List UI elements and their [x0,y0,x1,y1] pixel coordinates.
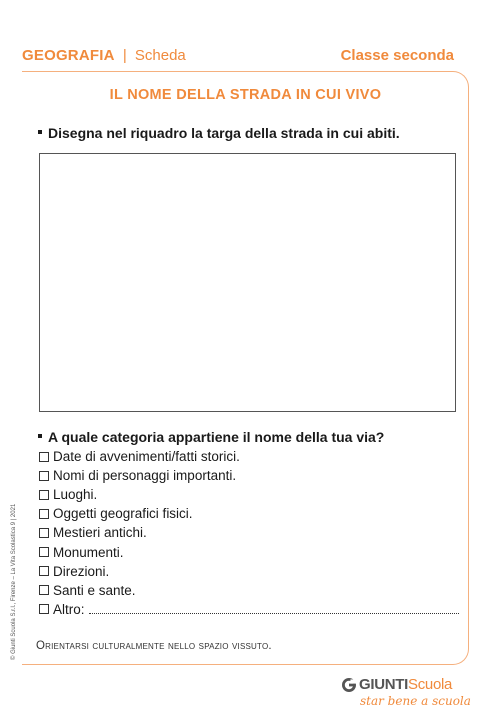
option-label: Altro: [53,601,85,617]
checkbox-icon[interactable] [39,547,49,557]
checkbox-icon[interactable] [39,528,49,538]
learning-objective: Orientarsi culturalmente nello spazio vissuto. [36,640,272,652]
option-item [39,447,459,466]
option-item [39,485,459,504]
option-item [39,504,459,523]
option-item [39,581,459,600]
worksheet-title: IL NOME DELLA STRADA IN CUI VIVO [109,87,382,103]
page-header [22,47,454,67]
option-item [39,523,459,542]
drawing-box[interactable] [39,153,456,412]
option-label: Santi e sante. [53,582,136,598]
option-item [39,542,459,561]
copyright-notice: © Giunti Scuola S.r.l., Firenze – La Vita Scolastica 9 | 2021 [11,503,17,660]
worksheet-type: Scheda [134,47,186,64]
bullet-icon [38,130,42,134]
option-label: Luoghi. [53,487,98,503]
brand-name-part1: GIUNTI [359,676,409,693]
option-label: Monumenti. [53,544,124,560]
category-options [39,447,459,619]
option-label: Mestieri antichi. [53,525,147,541]
answer-line[interactable] [89,604,459,614]
brand-wordmark [342,676,472,693]
option-label: Date di avvenimenti/fatti storici. [53,449,240,465]
checkbox-icon[interactable] [39,509,49,519]
bullet-icon [38,434,42,438]
checkbox-icon[interactable] [39,585,49,595]
checkbox-icon[interactable] [39,490,49,500]
brand-name-part2: Scuola [408,676,453,693]
subject-label [22,47,186,64]
checkbox-icon[interactable] [39,604,49,614]
grade-label: Classe seconda [340,47,454,64]
question-2-text: A quale categoria appartiene il nome della tua via? [48,429,385,445]
option-label: Oggetti geografici fisici. [53,506,193,522]
checkbox-icon[interactable] [39,566,49,576]
checkbox-icon[interactable] [39,471,49,481]
option-item [39,466,459,485]
option-label: Nomi di personaggi importanti. [53,468,237,484]
question-1 [38,125,400,141]
option-item [39,600,459,619]
brand-tagline: star bene a scuola [360,694,471,708]
option-label: Direzioni. [53,563,110,579]
option-item [39,562,459,581]
question-1-text: Disegna nel riquadro la targa della strada in cui abiti. [48,125,400,141]
giunti-g-icon [342,678,356,692]
checkbox-icon[interactable] [39,452,49,462]
subject-name: GEOGRAFIA [22,47,115,64]
question-2 [38,429,384,445]
header-separator: | [122,47,127,64]
brand-logo [342,676,472,716]
